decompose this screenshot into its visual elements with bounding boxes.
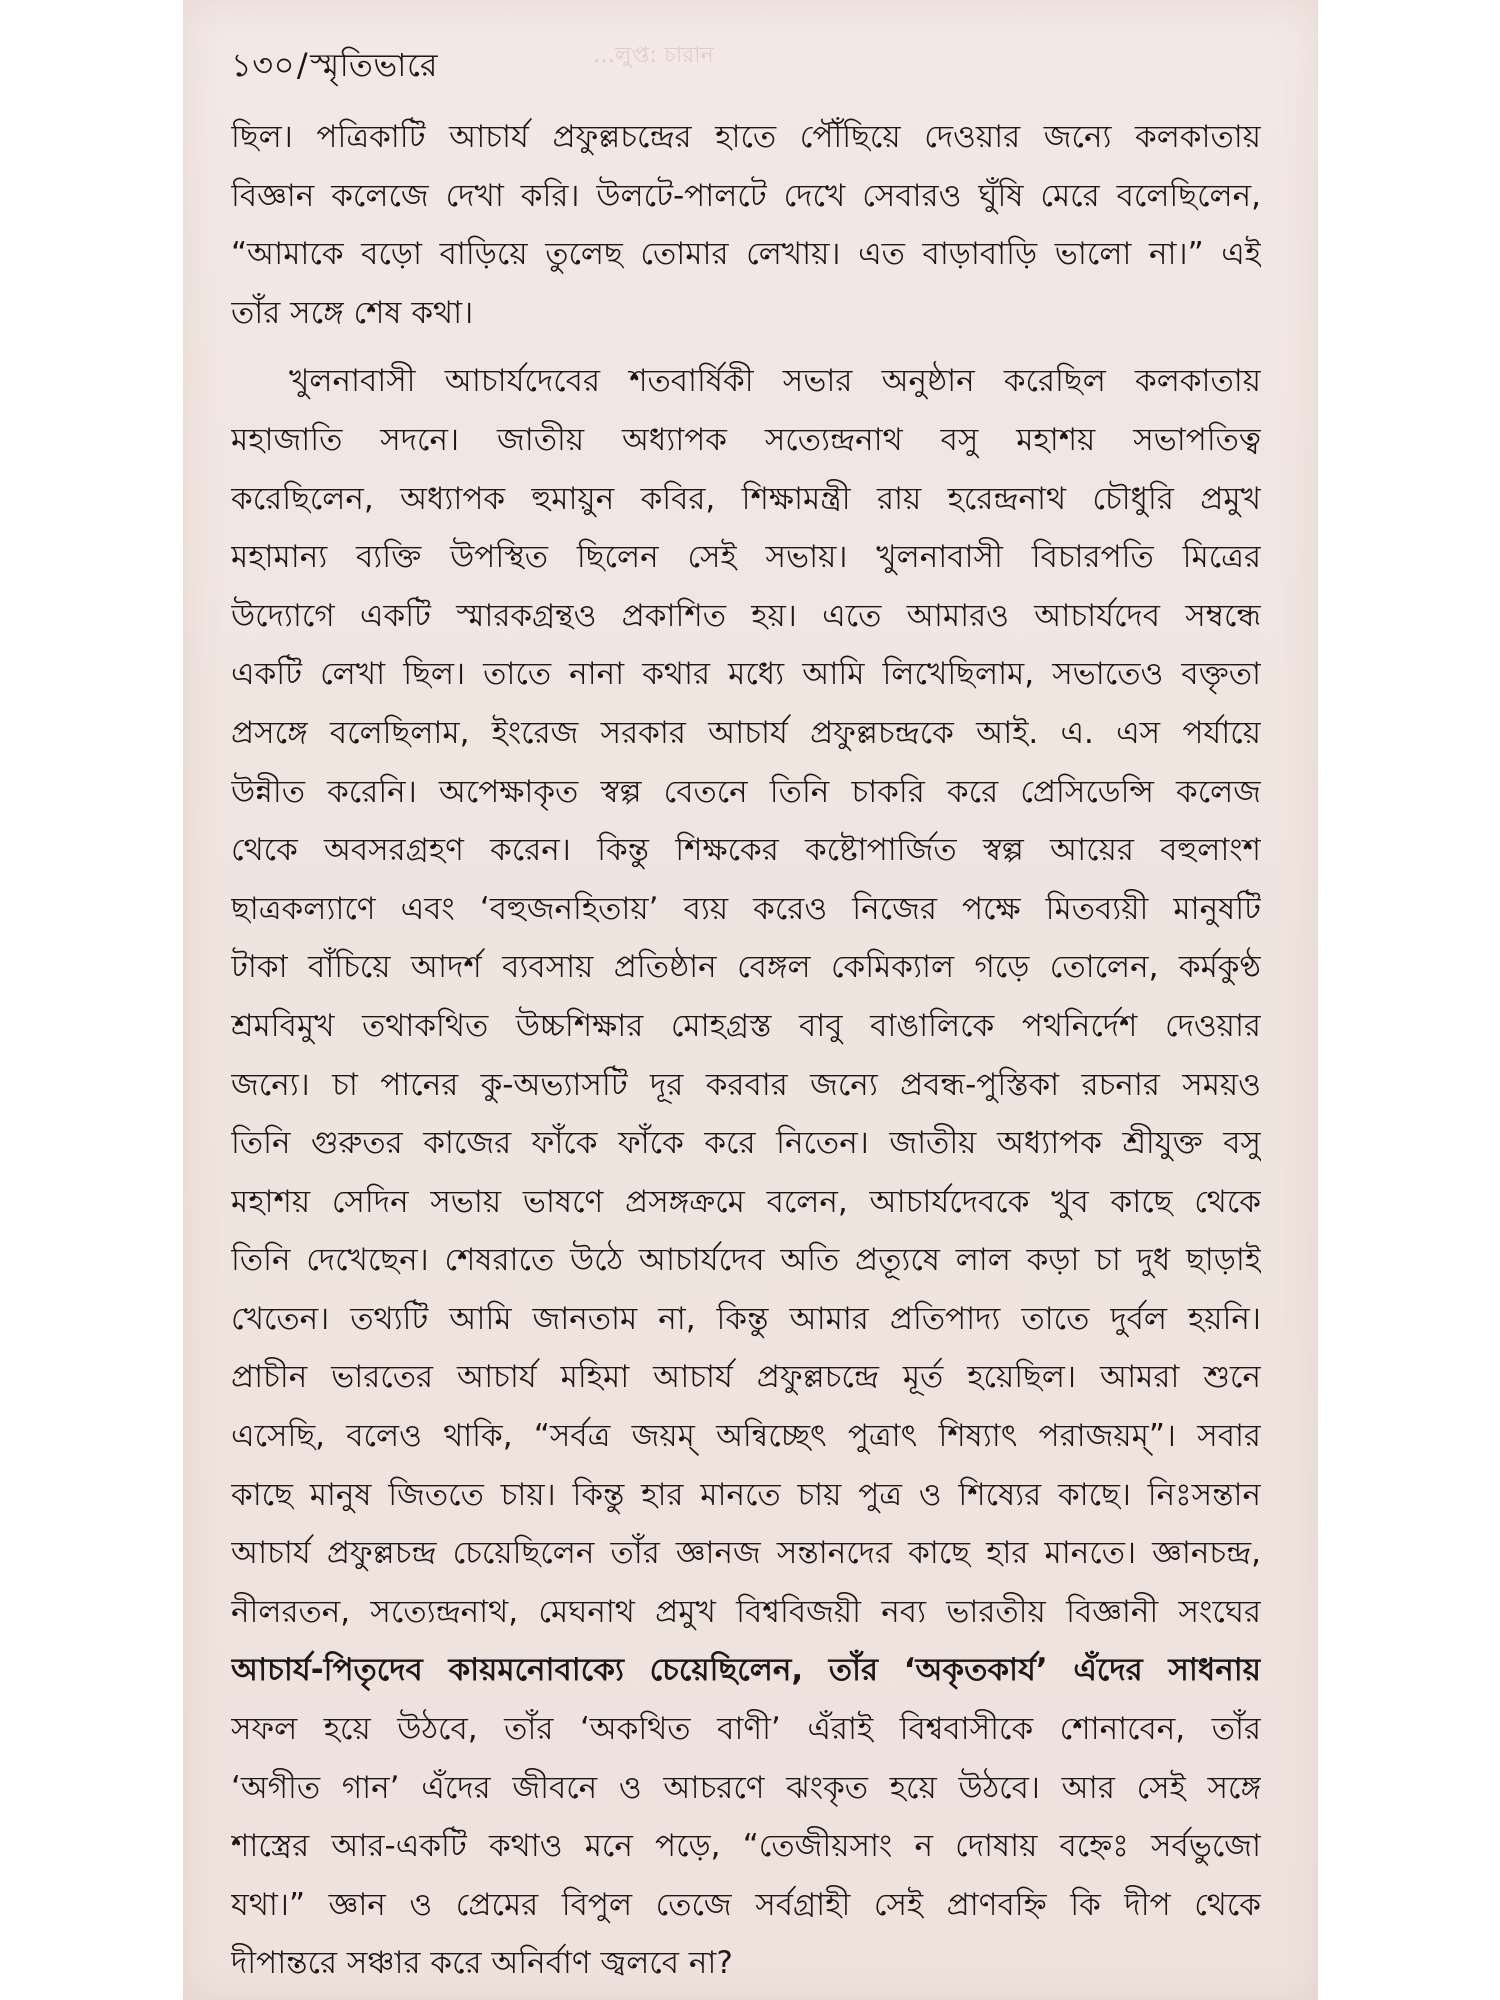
text-line: আচার্য প্রফুল্লচন্দ্র চেয়েছিলেন তাঁর জ্ঞানজ সন্তানদের কাছে হার মানতে। জ্ঞানচন্দ্র, — [231, 1535, 1261, 1572]
running-header — [231, 40, 438, 94]
body-text — [231, 108, 1261, 1993]
text-line: মহাশয় সেদিন সভায় ভাষণে প্রসঙ্গক্রমে বলেন, আচার্যদেবকে খুব কাছে থেকে — [231, 1183, 1261, 1220]
text-line: উন্নীত করেনি। অপেক্ষাকৃত স্বল্প বেতনে তিনি চাকরি করে প্রেসিডেন্সি কলেজ — [231, 773, 1261, 810]
text-line: নীলরতন, সত্যেন্দ্রনাথ, মেঘনাথ প্রমুখ বিশ্ববিজয়ী নব্য ভারতীয় বিজ্ঞানী সংঘের — [231, 1593, 1261, 1630]
text-line: তিনি গুরুতর কাজের ফাঁকে ফাঁকে করে নিতেন। জাতীয় অধ্যাপক শ্রীযুক্ত বসু — [231, 1125, 1261, 1162]
text-line: টাকা বাঁচিয়ে আদর্শ ব্যবসায় প্রতিষ্ঠান বেঙ্গল কেমিক্যাল গড়ে তোলেন, কর্মকুণ্ঠ — [231, 949, 1261, 986]
text-line: খুলনাবাসী আচার্যদেবের শতবার্ষিকী সভার অনুষ্ঠান করেছিল কলকাতায় — [289, 363, 1261, 400]
text-line: এসেছি, বলেও থাকি, “সর্বত্র জয়ম্ অন্বিচ্ছেৎ পুত্রাৎ শিষ্যাৎ পরাজয়ম্”। সবার — [231, 1418, 1261, 1455]
text-line: জন্যে। চা পানের কু-অভ্যাসটি দূর করবার জন্যে প্রবন্ধ-পুস্তিকা রচনার সময়ও — [231, 1066, 1261, 1103]
text-line: “আমাকে বড়ো বাড়িয়ে তুলেছ তোমার লেখায়। এত বাড়াবাড়ি ভালো না।” এই — [231, 236, 1261, 273]
text-line: কাছে মানুষ জিততে চায়। কিন্তু হার মানতে চায় পুত্র ও শিষ্যের কাছে। নিঃসন্তান — [231, 1476, 1261, 1513]
text-line: মহামান্য ব্যক্তি উপস্থিত ছিলেন সেই সভায়। খুলনাবাসী বিচারপতি মিত্রের — [231, 539, 1261, 576]
text-line: দীপান্তরে সঞ্চার করে অনির্বাণ জ্বলবে না? — [231, 1945, 733, 1982]
text-line: যথা।” জ্ঞান ও প্রেমের বিপুল তেজে সর্বগ্রাহী সেই প্রাণবহ্নি কি দীপ থেকে — [231, 1886, 1261, 1923]
text-line: থেকে অবসরগ্রহণ করেন। কিন্তু শিক্ষকের কষ্টোপার্জিত স্বল্প আয়ের বহুলাংশ — [231, 832, 1261, 869]
text-line: করেছিলেন, অধ্যাপক হুমায়ুন কবির, শিক্ষামন্ত্রী রায় হরেন্দ্রনাথ চৌধুরি প্রমুখ — [231, 480, 1261, 517]
text-line: শাস্ত্রের আর-একটি কথাও মনে পড়ে, “তেজীয়সাং ন দোষায় বহ্নেঃ সর্বভুজো — [231, 1828, 1261, 1865]
page-number: ১৩০ — [231, 46, 295, 84]
text-line: বিজ্ঞান কলেজে দেখা করি। উলটে-পালটে দেখে সেবারও ঘুঁষি মেরে বলেছিলেন, — [231, 177, 1261, 214]
text-line: সফল হয়ে উঠবে, তাঁর ‘অকথিত বাণী’ এঁরাই বিশ্ববাসীকে শোনাবেন, তাঁর — [231, 1711, 1261, 1748]
text-line: তাঁর সঙ্গে শেষ কথা। — [231, 294, 474, 331]
book-title: স্মৃতিভারে — [310, 46, 438, 84]
text-line: ছাত্রকল্যাণে এবং ‘বহুজনহিতায়’ ব্যয় করেও নিজের পক্ষে মিতব্যয়ী মানুষটি — [231, 890, 1261, 927]
text-line: আচার্য-পিতৃদেব কায়মনোবাক্যে চেয়েছিলেন, তাঁর ‘অকৃতকার্য’ এঁদের সাধনায় — [231, 1652, 1261, 1689]
text-line: ছিল। পত্রিকাটি আচার্য প্রফুল্লচন্দ্রের হাতে পৌঁছিয়ে দেওয়ার জন্যে কলকাতায় — [231, 119, 1261, 155]
text-line: উদ্যোগে একটি স্মারকগ্রন্থও প্রকাশিত হয়। এতে আমারও আচার্যদেব সম্বন্ধে — [231, 597, 1261, 634]
text-line: শ্রমবিমুখ তথাকথিত উচ্চশিক্ষার মোহগ্রস্ত বাবু বাঙালিকে পথনির্দেশ দেওয়ার — [231, 1007, 1261, 1044]
text-line: তিনি দেখেছেন। শেষরাতে উঠে আচার্যদেব অতি প্রত্যূষে লাল কড়া চা দুধ ছাড়াই — [231, 1242, 1261, 1279]
text-line: খেতেন। তথ্যটি আমি জানতাম না, কিন্তু আমার প্রতিপাদ্য তাতে দুর্বল হয়নি। — [231, 1300, 1261, 1337]
text-line: প্রসঙ্গে বলেছিলাম, ইংরেজ সরকার আচার্য প্রফুল্লচন্দ্রকে আই. এ. এস পর্যায়ে — [231, 714, 1261, 751]
book-page — [183, 0, 1318, 2000]
text-line: মহাজাতি সদনে। জাতীয় অধ্যাপক সত্যেন্দ্রনাথ বসু মহাশয় সভাপতিত্ব — [231, 421, 1261, 458]
text-line: ‘অগীত গান’ এঁদের জীবনে ও আচরণে ঝংকৃত হয়ে উঠবে। আর সেই সঙ্গে — [231, 1769, 1261, 1806]
show-through-text: …লুপ্ত: চারান — [593, 43, 714, 68]
text-line: প্রাচীন ভারতের আচার্য মহিমা আচার্য প্রফুল্লচন্দ্রে মূর্ত হয়েছিল। আমরা শুনে — [231, 1359, 1261, 1396]
header-separator: / — [296, 46, 309, 84]
text-line: একটি লেখা ছিল। তাতে নানা কথার মধ্যে আমি লিখেছিলাম, সভাতেও বক্তৃতা — [231, 656, 1261, 693]
